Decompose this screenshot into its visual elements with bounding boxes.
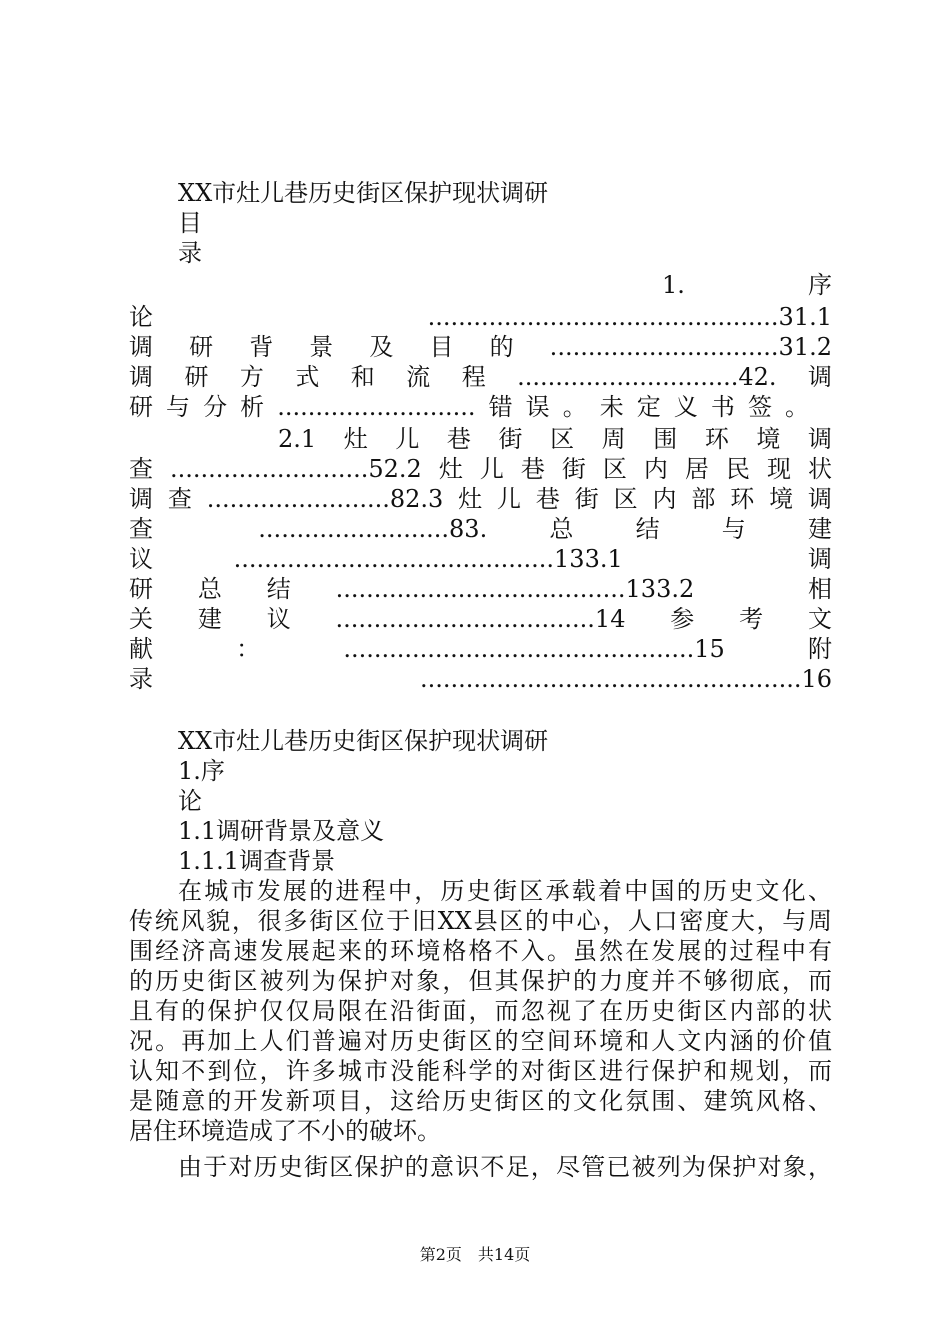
toc-line: 研与分析..........................错误。未定义书签。: [129, 393, 809, 421]
paragraph-line: 传统风貌，很多街区位于旧XX县区的中心，人口密度大，与周: [129, 907, 832, 935]
toc-line: 议..........................................133.1 调: [129, 545, 832, 573]
paragraph-line: 认知不到位，许多城市没能科学的对街区进行保护和规划，而: [129, 1057, 832, 1085]
toc-document-title: XX市灶儿巷历史街区保护现状调研: [178, 179, 549, 207]
paragraph-line: 是随意的开发新项目，这给历史街区的文化氛围、建筑风格、: [129, 1087, 832, 1115]
paragraph-line: 且有的保护仅仅局限在沿街面，而忽视了在历史街区内部的状: [129, 997, 832, 1025]
paragraph-line: 居住环境造成了不小的破坏。: [129, 1117, 441, 1145]
toc-line: 2.1 灶 儿 巷 街 区 周 围 环 境 调: [278, 425, 832, 453]
toc-line: 调研背景及目的..............................31.2: [129, 333, 832, 361]
toc-line: 录..................................................16: [129, 665, 832, 693]
section-heading-1-1: 1.1调研背景及意义: [178, 817, 385, 845]
toc-heading-part-2: 录: [178, 239, 202, 267]
section-heading-1-1-1: 1.1.1调查背景: [178, 847, 336, 875]
toc-heading-part-1: 目: [178, 209, 202, 237]
paragraph-line: 由于对历史街区保护的意识不足，尽管已被列为保护对象，: [178, 1153, 832, 1181]
toc-line: 关建议..................................14参考文: [129, 605, 832, 633]
toc-line: 查..........................52.2灶儿巷街区内居民现状: [129, 455, 832, 483]
toc-line: 论..............................................31.1: [129, 303, 832, 331]
toc-line: 调研方式和流程.............................42.调: [129, 363, 832, 391]
paragraph-line: 围经济高速发展起来的环境格格不入。虽然在发展的过程中有: [129, 937, 832, 965]
section-heading-1-cont: 论: [178, 787, 202, 815]
paragraph-line: 况。再加上人们普遍对历史街区的空间环境和人文内涵的价值: [129, 1027, 832, 1055]
paragraph-line: 在城市发展的进程中，历史街区承载着中国的历史文化、: [178, 877, 832, 905]
toc-line: 调查........................82.3灶儿巷街区内部环境调: [129, 485, 832, 513]
toc-line: 献：..............................................15附: [129, 635, 832, 663]
document-title: XX市灶儿巷历史街区保护现状调研: [178, 727, 549, 755]
toc-line: 1. 序: [662, 271, 832, 299]
page-footer: 第2页 共14页: [419, 1245, 531, 1264]
toc-line: 研总结......................................133.2 相: [129, 575, 832, 603]
toc-line: 查 .........................83. 总 结 与 建: [129, 515, 832, 543]
paragraph-line: 的历史街区被列为保护对象，但其保护的力度并不够彻底，而: [129, 967, 832, 995]
section-heading-1: 1.序: [178, 757, 225, 785]
